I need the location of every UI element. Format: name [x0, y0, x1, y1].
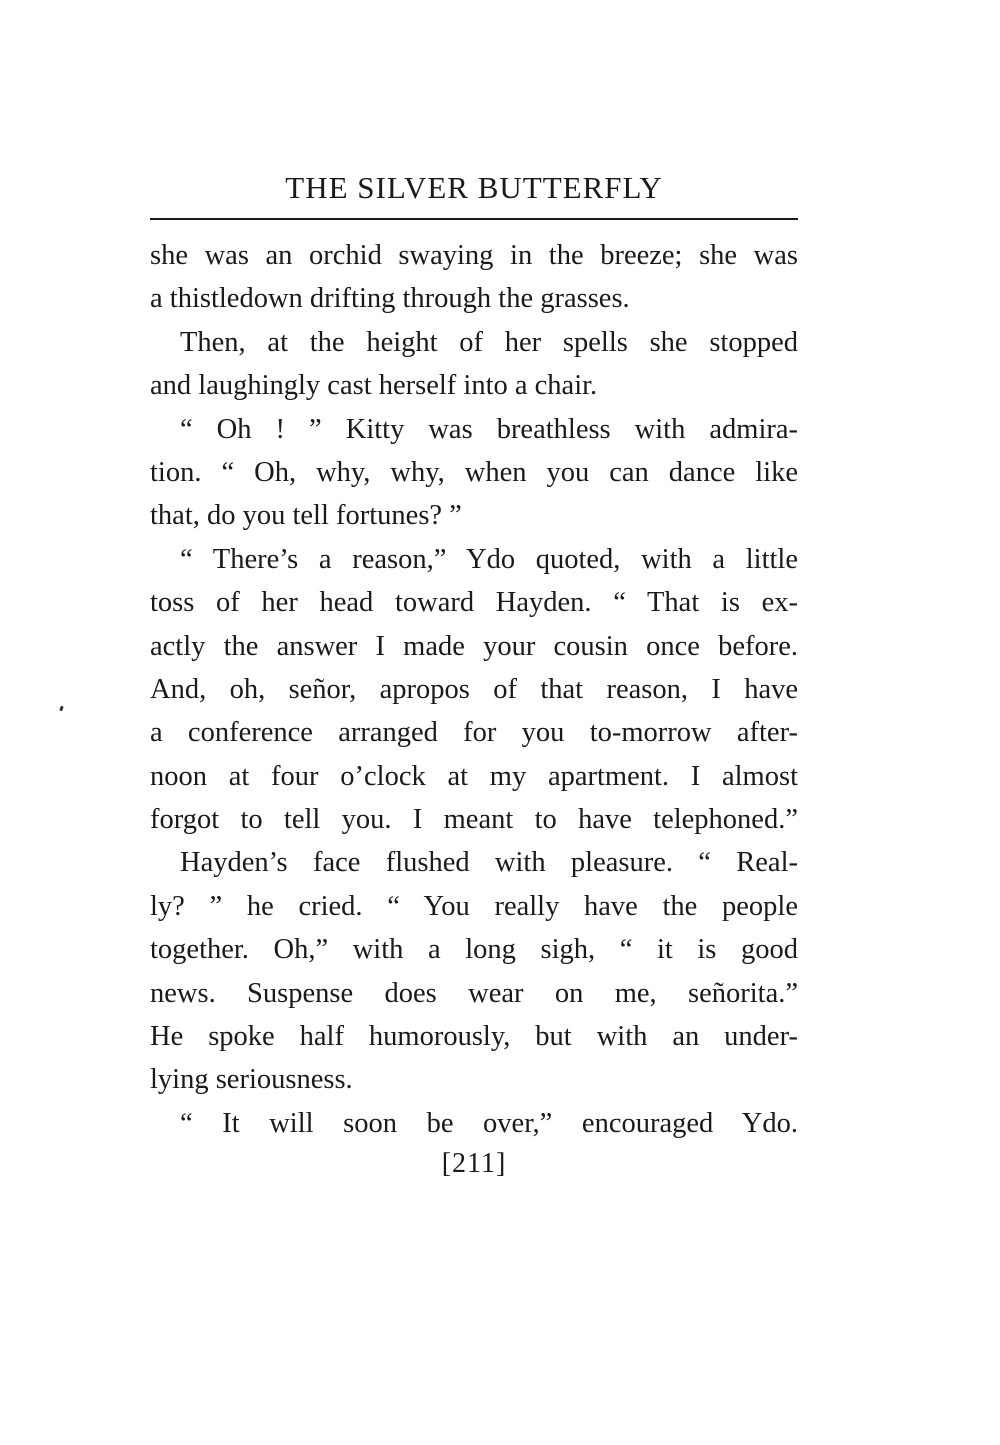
- text-line: Then, at the height of her spells she stopped: [180, 326, 798, 358]
- page-number: [211]: [441, 1148, 507, 1179]
- text-line: she was an orchid swaying in the breeze; she was: [150, 240, 798, 271]
- text-line: “ Oh ! ” Kitty was breathless with admira-: [180, 413, 798, 445]
- text-line: together. Oh,” with a long sigh, “ it is good: [150, 934, 798, 966]
- header-rule: [150, 218, 798, 220]
- text-line: He spoke half humorously, but with an under-: [150, 1021, 798, 1053]
- text-line: Hayden’s face flushed with pleasure. “ Real-: [180, 847, 798, 879]
- text-line: tion. “ Oh, why, why, when you can dance like: [150, 456, 798, 488]
- print-speck: [59, 706, 64, 712]
- text-line: lying seriousness.: [150, 1064, 353, 1096]
- text-line: that, do you tell fortunes? ”: [150, 500, 462, 532]
- text-line: “ It will soon be over,” encouraged Ydo.: [180, 1107, 798, 1139]
- text-line: actly the answer I made your cousin once before.: [150, 630, 798, 662]
- text-line: a thistledown drifting through the grasses.: [150, 283, 630, 315]
- text-line: “ There’s a reason,” Ydo quoted, with a little: [180, 543, 798, 575]
- text-line: And, oh, señor, apropos of that reason, I have: [150, 673, 798, 705]
- text-line: and laughingly cast herself into a chair.: [150, 370, 598, 402]
- text-line: toss of her head toward Hayden. “ That is ex-: [150, 587, 798, 619]
- body-text: [150, 234, 798, 1145]
- text-line: news. Suspense does wear on me, señorita.”: [150, 977, 798, 1009]
- text-line: a conference arranged for you to-morrow after-: [150, 717, 798, 749]
- text-line: noon at four o’clock at my apartment. I almost: [150, 760, 798, 792]
- text-line: forgot to tell you. I meant to have telephoned.”: [150, 804, 798, 836]
- running-head: THE SILVER BUTTERFLY: [285, 170, 663, 205]
- text-line: ly? ” he cried. “ You really have the people: [150, 890, 798, 922]
